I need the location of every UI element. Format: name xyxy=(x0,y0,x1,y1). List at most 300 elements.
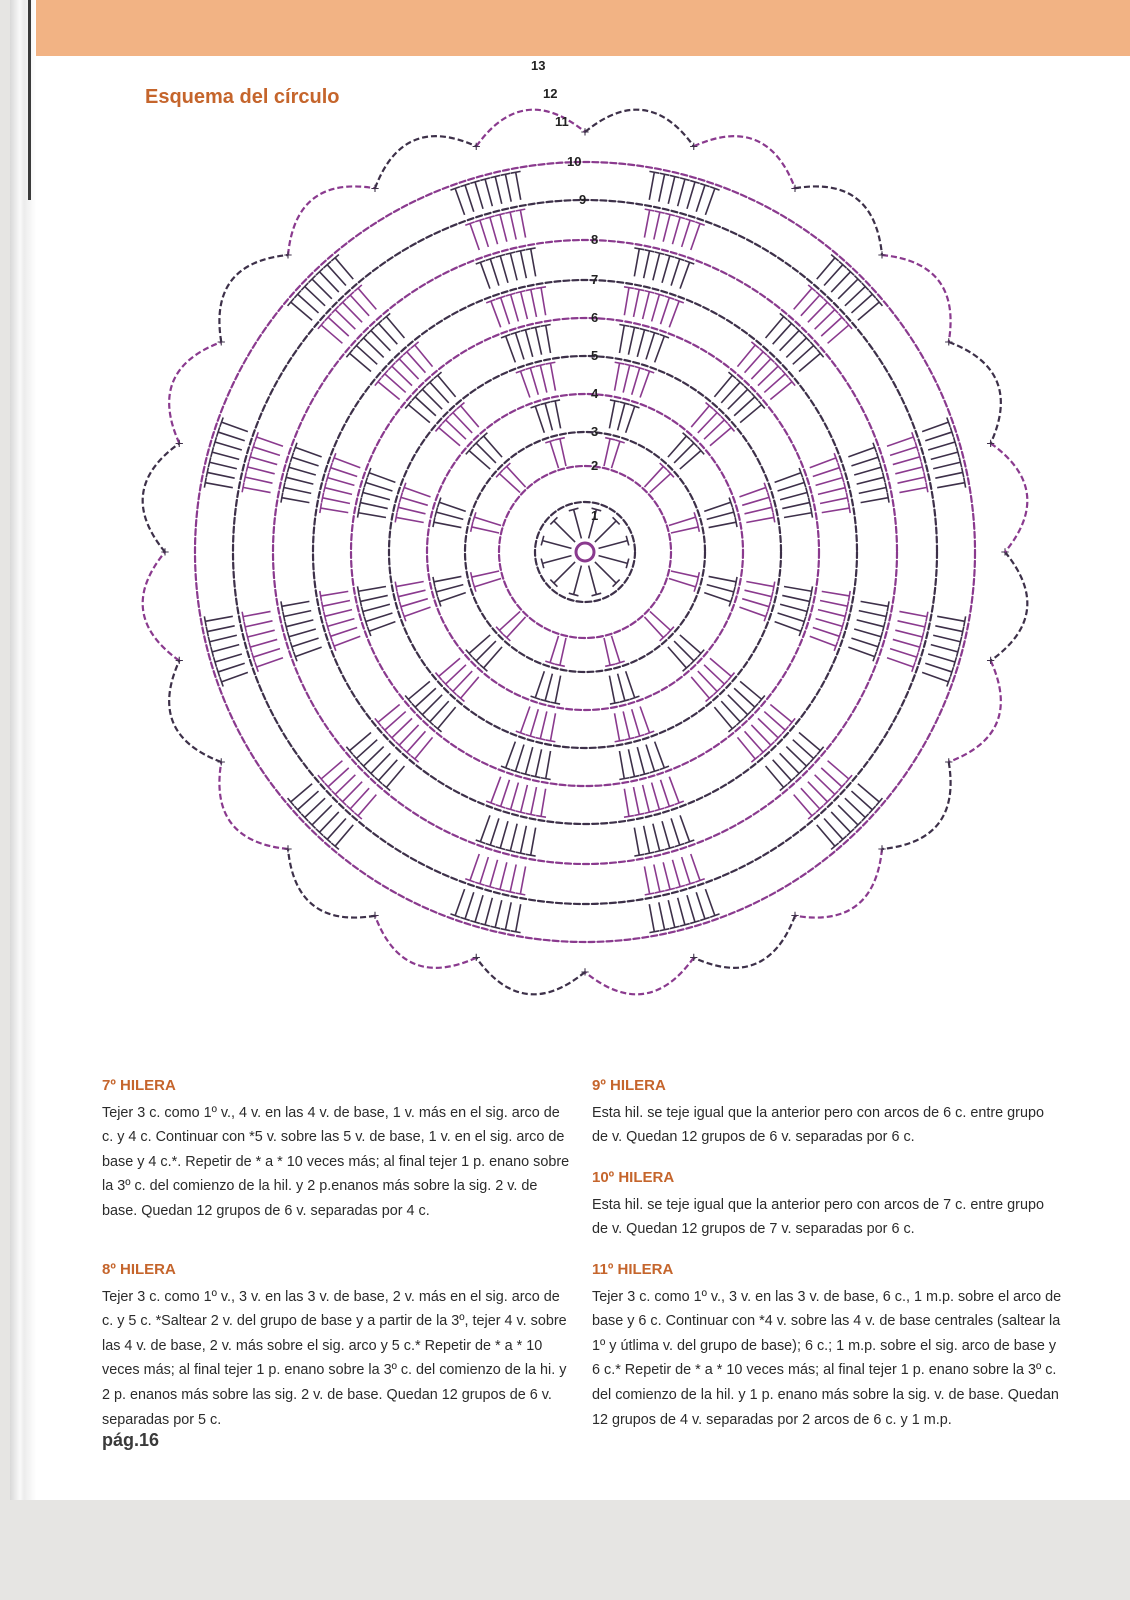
double-crochet-stitch xyxy=(931,645,958,652)
stitch-top-bar xyxy=(505,891,515,893)
double-crochet-stitch xyxy=(661,780,670,807)
stitch-top-bar xyxy=(735,517,737,527)
double-crochet-stitch xyxy=(682,220,690,247)
stitch-top-bar xyxy=(846,601,848,611)
stitch-top-bar xyxy=(397,592,399,602)
double-crochet-stitch xyxy=(922,672,948,681)
double-crochet-stitch xyxy=(624,288,629,316)
stitch-top-bar xyxy=(358,508,360,518)
double-crochet-stitch xyxy=(396,517,424,522)
single-crochet-mark: + xyxy=(283,247,293,265)
double-crochet-stitch xyxy=(205,616,233,621)
double-crochet-stitch xyxy=(669,301,679,327)
chain-ring xyxy=(273,240,897,864)
double-crochet-stitch xyxy=(491,301,501,327)
double-crochet-stitch xyxy=(746,582,774,587)
single-crochet-mark: + xyxy=(790,180,800,198)
double-crochet-stitch xyxy=(439,593,466,602)
double-crochet-stitch xyxy=(210,635,237,642)
double-crochet-stitch xyxy=(709,522,736,527)
double-crochet-stitch xyxy=(611,441,619,468)
stitch-top-bar xyxy=(962,468,964,478)
scallop-arc xyxy=(288,849,375,918)
double-crochet-stitch xyxy=(550,713,555,741)
stitch-top-bar xyxy=(546,740,556,742)
double-crochet-stitch xyxy=(542,556,571,564)
double-crochet-stitch xyxy=(739,607,765,616)
double-crochet-stitch xyxy=(680,262,690,288)
double-crochet-stitch xyxy=(624,789,629,817)
double-crochet-stitch xyxy=(398,507,425,514)
stitch-top-bar xyxy=(541,778,551,780)
double-crochet-stitch xyxy=(550,363,555,391)
double-crochet-stitch xyxy=(816,478,843,486)
instruction-row-10 xyxy=(592,1166,1062,1242)
double-crochet-stitch xyxy=(813,628,840,637)
double-crochet-stitch xyxy=(218,663,245,672)
double-crochet-stitch xyxy=(680,815,690,841)
stitch-top-bar xyxy=(433,577,435,587)
row-heading: 9º HILERA xyxy=(592,1077,666,1094)
stitch-top-bar xyxy=(773,582,775,592)
double-crochet-stitch xyxy=(525,330,532,357)
single-crochet-mark: + xyxy=(174,435,184,453)
double-crochet-stitch xyxy=(207,472,234,478)
stitch-top-bar xyxy=(358,586,360,596)
stitch-top-bar xyxy=(630,776,640,778)
double-crochet-stitch xyxy=(480,220,488,247)
stitch-top-bar xyxy=(535,364,545,366)
scallop-arc xyxy=(949,342,1001,443)
double-crochet-stitch xyxy=(782,503,809,509)
double-crochet-stitch xyxy=(404,607,430,616)
stitch-top-bar xyxy=(964,616,966,626)
double-crochet-stitch xyxy=(480,262,490,288)
stitch-top-bar xyxy=(490,926,500,928)
stitch-top-bar xyxy=(655,211,665,213)
stitch-top-bar xyxy=(885,483,887,493)
round-number: 13 xyxy=(531,58,546,73)
double-crochet-stitch xyxy=(243,611,271,616)
double-crochet-stitch xyxy=(744,507,771,514)
double-crochet-stitch xyxy=(780,492,807,499)
double-crochet-stitch xyxy=(215,654,242,662)
double-crochet-stitch xyxy=(634,249,639,277)
double-crochet-stitch xyxy=(221,672,247,681)
single-crochet-mark: + xyxy=(471,949,481,967)
double-crochet-stitch xyxy=(654,212,660,239)
double-crochet-stitch xyxy=(531,249,536,277)
row-heading: 8º HILERA xyxy=(102,1261,176,1278)
chain-ring xyxy=(389,356,781,748)
double-crochet-stitch xyxy=(531,290,537,317)
row-heading: 10º HILERA xyxy=(592,1169,675,1186)
double-crochet-stitch xyxy=(500,821,508,848)
double-crochet-stitch xyxy=(618,403,625,430)
double-crochet-stitch xyxy=(822,591,850,596)
round-number: 7 xyxy=(591,272,599,287)
stitch-top-bar xyxy=(924,472,926,482)
row-text: Esta hil. se teje igual que la anterior pero con arcos de 6 c. entre grupo de v. Quedan 12 grupos de 6 v. separadas por 6 c. xyxy=(592,1104,1044,1146)
double-crochet-stitch xyxy=(937,616,965,621)
chain-ring xyxy=(313,280,857,824)
double-crochet-stitch xyxy=(253,649,280,657)
double-crochet-stitch xyxy=(691,224,700,250)
stitch-top-bar xyxy=(735,577,737,587)
double-crochet-stitch xyxy=(574,509,582,538)
double-crochet-stitch xyxy=(401,599,428,607)
instruction-row-8 xyxy=(102,1258,572,1432)
double-crochet-stitch xyxy=(248,630,275,637)
double-crochet-stitch xyxy=(328,619,355,627)
double-crochet-stitch xyxy=(250,639,277,647)
double-crochet-stitch xyxy=(705,889,714,915)
double-crochet-stitch xyxy=(604,439,610,466)
chain-ring xyxy=(233,200,937,904)
stitch-top-bar xyxy=(610,702,620,704)
double-crochet-stitch xyxy=(887,437,913,446)
double-crochet-stitch xyxy=(257,658,283,667)
stitch-top-bar xyxy=(624,816,634,818)
double-crochet-stitch xyxy=(500,256,508,283)
double-crochet-stitch xyxy=(654,865,660,892)
double-crochet-stitch xyxy=(215,442,242,450)
double-crochet-stitch xyxy=(632,368,640,395)
stitch-top-bar xyxy=(962,627,964,637)
double-crochet-stitch xyxy=(535,671,544,698)
stitch-top-bar xyxy=(359,597,361,607)
chain-ring xyxy=(535,502,635,602)
double-crochet-stitch xyxy=(521,292,528,319)
scallop-arc xyxy=(991,552,1028,661)
double-crochet-stitch xyxy=(546,751,551,779)
stitch-top-bar xyxy=(610,400,620,402)
double-crochet-stitch xyxy=(292,638,319,647)
scallop-arc xyxy=(476,958,585,995)
stitch-top-bar xyxy=(773,513,775,523)
row-heading: 11º HILERA xyxy=(592,1261,674,1278)
stitch-top-bar xyxy=(645,250,655,252)
double-crochet-stitch xyxy=(659,902,665,929)
single-crochet-mark: + xyxy=(790,907,800,925)
double-crochet-stitch xyxy=(490,860,498,887)
double-crochet-stitch xyxy=(369,473,395,483)
double-crochet-stitch xyxy=(284,487,311,493)
double-crochet-stitch xyxy=(205,483,233,488)
stitch-top-bar xyxy=(619,778,629,780)
stitch-top-bar xyxy=(322,601,324,611)
scallop-arc xyxy=(375,916,476,968)
stitch-top-bar xyxy=(395,582,397,592)
stitch-top-bar xyxy=(206,468,208,478)
single-crochet-mark: + xyxy=(471,138,481,156)
stitch-top-bar xyxy=(887,601,889,611)
double-crochet-stitch xyxy=(687,182,695,209)
double-crochet-stitch xyxy=(366,613,393,621)
double-crochet-stitch xyxy=(640,371,649,397)
double-crochet-stitch xyxy=(643,785,650,812)
double-crochet-stitch xyxy=(644,466,663,487)
stitch-top-bar xyxy=(242,612,244,622)
double-crochet-stitch xyxy=(560,439,566,466)
double-crochet-stitch xyxy=(626,671,635,698)
double-crochet-stitch xyxy=(935,472,962,478)
stitch-top-bar xyxy=(555,664,565,666)
double-crochet-stitch xyxy=(899,611,927,616)
double-crochet-stitch xyxy=(401,497,428,505)
stitch-top-bar xyxy=(397,502,399,512)
double-crochet-stitch xyxy=(404,487,430,496)
stitch-top-bar xyxy=(649,931,659,933)
double-crochet-stitch xyxy=(634,787,640,814)
single-crochet-mark: + xyxy=(877,247,887,265)
double-crochet-stitch xyxy=(632,709,640,736)
double-crochet-stitch xyxy=(207,626,234,632)
double-crochet-stitch xyxy=(668,177,675,204)
stitch-top-bar xyxy=(433,517,435,527)
double-crochet-stitch xyxy=(671,527,698,533)
double-crochet-stitch xyxy=(899,487,927,492)
single-crochet-mark: + xyxy=(174,652,184,670)
double-crochet-stitch xyxy=(671,259,680,286)
round-number: 3 xyxy=(591,424,599,439)
magazine-page xyxy=(10,0,1130,1500)
double-crochet-stitch xyxy=(742,497,769,505)
double-crochet-stitch xyxy=(672,860,680,887)
stitch-top-bar xyxy=(809,498,811,508)
single-crochet-mark: + xyxy=(370,180,380,198)
stitch-top-bar xyxy=(208,457,210,467)
double-crochet-stitch xyxy=(707,585,734,592)
stitch-top-bar xyxy=(526,289,536,291)
double-crochet-stitch xyxy=(640,706,649,732)
double-crochet-stitch xyxy=(848,647,874,657)
double-crochet-stitch xyxy=(485,179,492,206)
double-crochet-stitch xyxy=(363,604,390,611)
round-number: 9 xyxy=(579,192,587,207)
double-crochet-stitch xyxy=(245,621,272,627)
double-crochet-stitch xyxy=(644,617,663,638)
double-crochet-stitch xyxy=(505,174,511,201)
double-crochet-stitch xyxy=(822,508,850,513)
double-crochet-stitch xyxy=(890,649,917,657)
double-crochet-stitch xyxy=(671,571,698,577)
double-crochet-stitch xyxy=(742,599,769,607)
double-crochet-stitch xyxy=(323,498,350,504)
double-crochet-stitch xyxy=(782,595,809,601)
double-crochet-stitch xyxy=(358,513,386,518)
double-crochet-stitch xyxy=(520,866,525,894)
stitch-top-bar xyxy=(511,171,521,173)
stitch-top-bar xyxy=(660,929,670,931)
scallop-arc xyxy=(143,443,180,552)
double-crochet-stitch xyxy=(245,477,272,483)
double-crochet-stitch xyxy=(644,826,650,853)
round-number: 8 xyxy=(591,232,599,247)
stitch-top-bar xyxy=(515,893,525,895)
double-crochet-stitch xyxy=(609,676,614,703)
stitch-top-bar xyxy=(283,483,285,493)
double-crochet-stitch xyxy=(739,487,765,496)
double-crochet-stitch xyxy=(669,777,679,803)
double-crochet-stitch xyxy=(784,586,812,591)
double-crochet-stitch xyxy=(820,601,847,607)
double-crochet-stitch xyxy=(289,629,316,637)
double-crochet-stitch xyxy=(541,288,546,316)
single-crochet-mark: + xyxy=(216,754,226,771)
double-crochet-stitch xyxy=(499,611,520,630)
stitch-top-bar xyxy=(615,362,625,364)
single-crochet-mark: + xyxy=(216,334,226,351)
double-crochet-stitch xyxy=(530,368,538,395)
double-crochet-stitch xyxy=(928,442,955,450)
stitch-top-bar xyxy=(771,502,773,512)
double-crochet-stitch xyxy=(595,562,616,583)
chain-ring xyxy=(499,466,671,638)
double-crochet-stitch xyxy=(366,483,393,491)
double-crochet-stitch xyxy=(210,462,237,469)
double-crochet-stitch xyxy=(820,498,847,504)
double-crochet-stitch xyxy=(678,179,685,206)
double-crochet-stitch xyxy=(893,639,920,647)
stitch-top-bar xyxy=(516,852,526,854)
double-crochet-stitch xyxy=(546,325,551,353)
double-crochet-stitch xyxy=(485,898,492,925)
diagram-title: Esquema del círculo xyxy=(145,86,340,108)
stitch-top-bar xyxy=(634,813,644,815)
double-crochet-stitch xyxy=(746,517,774,522)
double-crochet-stitch xyxy=(857,620,884,627)
double-crochet-stitch xyxy=(321,591,349,596)
scallop-arc xyxy=(375,136,476,188)
double-crochet-stitch xyxy=(744,590,771,597)
double-crochet-stitch xyxy=(895,630,922,637)
stitch-top-bar xyxy=(634,248,644,250)
stitch-top-bar xyxy=(670,926,680,928)
stitch-top-bar xyxy=(615,740,625,742)
stitch-top-bar xyxy=(645,209,655,211)
double-crochet-stitch xyxy=(818,610,845,617)
double-crochet-stitch xyxy=(455,188,464,214)
stitch-top-bar xyxy=(849,503,851,513)
round-number: 1 xyxy=(591,508,599,523)
double-crochet-stitch xyxy=(531,787,537,814)
double-crochet-stitch xyxy=(663,215,670,242)
round-number: 10 xyxy=(567,154,582,169)
double-crochet-stitch xyxy=(331,628,358,637)
stitch-top-bar xyxy=(526,813,536,815)
stitch-top-bar xyxy=(887,493,889,503)
double-crochet-stitch xyxy=(325,488,352,495)
stitch-top-bar xyxy=(550,400,560,402)
double-crochet-stitch xyxy=(775,622,801,632)
double-crochet-stitch xyxy=(550,636,558,663)
double-crochet-stitch xyxy=(358,586,386,591)
double-crochet-stitch xyxy=(922,422,948,431)
stitch-top-bar xyxy=(281,601,283,611)
double-crochet-stitch xyxy=(521,785,528,812)
stitch-top-bar xyxy=(501,173,511,175)
double-crochet-stitch xyxy=(649,172,654,200)
stitch-top-bar xyxy=(505,211,515,213)
stitch-top-bar xyxy=(242,482,244,492)
double-crochet-stitch xyxy=(520,706,529,732)
double-crochet-stitch xyxy=(637,330,644,357)
double-crochet-stitch xyxy=(661,298,670,325)
double-crochet-stitch xyxy=(818,488,845,495)
double-crochet-stitch xyxy=(434,576,461,581)
double-crochet-stitch xyxy=(655,336,665,362)
double-crochet-stitch xyxy=(480,815,490,841)
stitch-top-bar xyxy=(535,738,545,740)
double-crochet-stitch xyxy=(500,862,507,889)
scallop-arc xyxy=(795,186,882,255)
double-crochet-stitch xyxy=(506,336,516,362)
double-crochet-stitch xyxy=(286,477,313,484)
instruction-row-7 xyxy=(102,1074,572,1224)
double-crochet-stitch xyxy=(615,363,620,391)
stitch-top-bar xyxy=(645,893,655,895)
double-crochet-stitch xyxy=(507,466,526,487)
chain-ring xyxy=(351,318,819,786)
scallop-arc xyxy=(882,255,951,342)
stitch-top-bar xyxy=(809,597,811,607)
scallop-arc xyxy=(882,762,951,849)
double-crochet-stitch xyxy=(212,645,239,652)
double-crochet-stitch xyxy=(813,468,840,477)
double-crochet-stitch xyxy=(854,467,881,475)
double-crochet-stitch xyxy=(541,789,546,817)
double-crochet-stitch xyxy=(669,578,696,586)
stitch-top-bar xyxy=(283,612,285,622)
double-crochet-stitch xyxy=(933,462,960,469)
double-crochet-stitch xyxy=(328,478,355,486)
double-crochet-stitch xyxy=(257,437,283,446)
double-crochet-stitch xyxy=(784,513,812,518)
double-crochet-stitch xyxy=(775,473,801,483)
double-crochet-stitch xyxy=(243,487,271,492)
double-crochet-stitch xyxy=(248,467,275,474)
stitch-top-bar xyxy=(320,503,322,513)
stitch-top-bar xyxy=(244,622,246,632)
double-crochet-stitch xyxy=(696,892,705,919)
stitch-top-bar xyxy=(649,171,659,173)
double-crochet-stitch xyxy=(506,742,516,768)
double-crochet-stitch xyxy=(669,517,696,525)
double-crochet-stitch xyxy=(705,188,714,214)
single-crochet-mark: + xyxy=(1000,544,1010,561)
double-crochet-stitch xyxy=(480,857,488,884)
double-crochet-stitch xyxy=(470,854,479,880)
double-crochet-stitch xyxy=(662,256,670,283)
double-crochet-stitch xyxy=(516,172,521,200)
double-crochet-stitch xyxy=(472,571,499,577)
double-crochet-stitch xyxy=(253,447,280,455)
double-crochet-stitch xyxy=(707,512,734,519)
scallop-arc xyxy=(169,661,221,762)
stitch-top-bar xyxy=(926,482,928,492)
double-crochet-stitch xyxy=(221,422,247,431)
double-crochet-stitch xyxy=(321,508,349,513)
stitch-top-bar xyxy=(359,498,361,508)
stitch-top-bar xyxy=(322,493,324,503)
double-crochet-stitch xyxy=(520,251,526,278)
double-crochet-stitch xyxy=(589,566,597,595)
double-crochet-stitch xyxy=(545,674,552,701)
row-heading: 7º HILERA xyxy=(102,1077,176,1094)
double-crochet-stitch xyxy=(501,298,510,325)
double-crochet-stitch xyxy=(659,174,665,201)
